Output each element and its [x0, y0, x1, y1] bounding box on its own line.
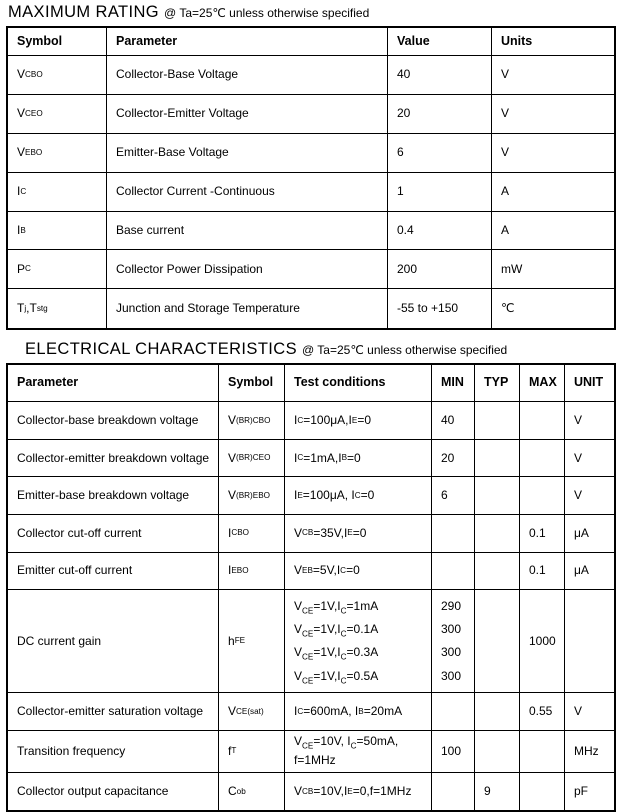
cell-units: mW: [501, 261, 523, 276]
cell-parameter: Collector Power Dissipation: [107, 250, 388, 288]
cell-parameter: Collector Current -Continuous: [107, 173, 388, 211]
cell-test-conditions: V CB =35V,I E =0: [285, 515, 432, 552]
column-header: Units: [501, 33, 533, 48]
table-row: [8, 250, 614, 289]
cell-parameter: Emitter cut-off current: [8, 553, 219, 590]
table-row: [8, 212, 614, 251]
cell-test-conditions: I C =600mA, I B =20mA: [285, 693, 432, 730]
cell-symbol: f T: [219, 731, 285, 772]
table-row: [8, 477, 614, 515]
column-header: Value: [388, 28, 492, 55]
cell-parameter: Collector-Emitter Voltage: [107, 95, 388, 133]
cell-symbol: V CEO: [8, 95, 107, 133]
column-header: Symbol: [219, 365, 285, 401]
cell-parameter: Collector-emitter saturation voltage: [8, 693, 219, 730]
cell-test-conditions: I C =1mA,I B =0: [285, 440, 432, 477]
max-rating-title: MAXIMUM RATING: [8, 3, 160, 21]
cell-min: 100: [432, 731, 475, 772]
cell-symbol: I C: [8, 173, 107, 211]
cell-typ: [475, 477, 520, 514]
header-row: [8, 365, 614, 402]
cell-test-conditions-line: $V_{CE}=1V,I_C=0.1A$: [294, 621, 379, 639]
electrical-heading: [25, 340, 619, 359]
cell-value: 40: [388, 56, 492, 94]
cell-test-conditions: [285, 731, 432, 772]
cell-test-conditions-line: $V_{CE}=1V,I_C=0.5A$: [294, 668, 379, 686]
column-header: Parameter: [8, 365, 219, 401]
cell-min-line: 290: [441, 598, 462, 613]
cell-typ: [475, 440, 520, 477]
cell-value: 0.4: [388, 212, 492, 250]
column-header: UNIT: [574, 375, 604, 390]
cell-min: [432, 590, 475, 692]
cell-parameter: Collector-base breakdown voltage: [8, 402, 219, 439]
cell-typ: [475, 553, 520, 590]
column-header: Parameter: [107, 28, 388, 55]
cell-max: [520, 440, 565, 477]
cell-units: V: [501, 106, 510, 121]
cell-parameter: DC current gain: [8, 590, 219, 692]
cell-unit: V: [574, 450, 583, 465]
table-row: [8, 731, 614, 773]
cell-test-conditions: [285, 590, 432, 692]
cell-min-line: 300: [441, 621, 462, 636]
table-row: [8, 173, 614, 212]
cell-symbol: V (BR)CEO: [219, 440, 285, 477]
cell-max: [520, 477, 565, 514]
table-row: [8, 553, 614, 591]
cell-value: 200: [388, 250, 492, 288]
header-row: [8, 28, 614, 56]
table-row: [8, 56, 614, 95]
cell-min: [432, 693, 475, 730]
cell-min: [432, 553, 475, 590]
cell-parameter: Base current: [107, 212, 388, 250]
cell-symbol: I EBO: [219, 553, 285, 590]
cell-symbol: V CE(sat): [219, 693, 285, 730]
column-header: MIN: [432, 365, 475, 401]
column-header: MAX: [520, 365, 565, 401]
cell-min: [432, 773, 475, 811]
cell-unit: pF: [574, 784, 589, 799]
cell-typ: [475, 731, 520, 772]
cell-parameter: Junction and Storage Temperature: [107, 289, 388, 328]
cell-symbol: V (BR)EBO: [219, 477, 285, 514]
cell-unit: [565, 590, 614, 692]
cell-value: 20: [388, 95, 492, 133]
cell-test-conditions-line: f=1MHz: [294, 753, 336, 768]
cell-value: 1: [388, 173, 492, 211]
cell-min: 6: [432, 477, 475, 514]
cell-unit: μA: [574, 525, 589, 540]
cell-test-conditions: V EB =5V,I C =0: [285, 553, 432, 590]
max-rating-heading: [8, 3, 619, 22]
table-row: [8, 95, 614, 134]
cell-parameter: Collector-Base Voltage: [107, 56, 388, 94]
cell-units: A: [501, 184, 510, 199]
cell-max: 0.1: [520, 515, 565, 552]
column-header: Test conditions: [285, 365, 432, 401]
cell-typ: [475, 402, 520, 439]
cell-units: ℃: [501, 301, 515, 316]
cell-typ: [475, 693, 520, 730]
cell-test-conditions: I E =100μA, I C =0: [285, 477, 432, 514]
electrical-subtitle: @ Ta=25℃ unless otherwise specified: [302, 343, 508, 358]
table-row: [8, 289, 614, 328]
cell-symbol: T j ,T stg: [8, 289, 107, 328]
cell-symbol: h FE: [219, 590, 285, 692]
cell-test-conditions: I C =100μA,I E =0: [285, 402, 432, 439]
column-header: Symbol: [8, 28, 107, 55]
cell-unit: V: [574, 704, 583, 718]
cell-parameter: Collector output capacitance: [8, 773, 219, 811]
cell-max: [520, 731, 565, 772]
table-row: [8, 590, 614, 693]
table-row: [8, 134, 614, 173]
electrical-characteristics-table: [6, 363, 616, 812]
cell-test-conditions-line: $V_{CE}=1V,I_C=0.3A$: [294, 645, 379, 662]
cell-units: A: [501, 223, 510, 237]
cell-units: V: [501, 67, 510, 82]
cell-max: [520, 773, 565, 811]
cell-parameter: Emitter-base breakdown voltage: [8, 477, 219, 514]
cell-value: -55 to +150: [388, 289, 492, 328]
cell-symbol: C ob: [219, 773, 285, 811]
cell-value: 6: [388, 134, 492, 172]
cell-typ: 9: [475, 773, 520, 811]
cell-max: 1000: [520, 590, 565, 692]
cell-parameter: Collector-emitter breakdown voltage: [8, 440, 219, 477]
cell-parameter: Collector cut-off current: [8, 515, 219, 552]
cell-symbol: V (BR)CBO: [219, 402, 285, 439]
cell-min-line: 300: [441, 645, 462, 660]
cell-min-line: 300: [441, 668, 462, 683]
max-rating-subtitle: @ Ta=25℃ unless otherwise specified: [164, 6, 370, 20]
cell-typ: [475, 590, 520, 692]
cell-min: [432, 515, 475, 552]
cell-unit: V: [574, 488, 583, 503]
cell-symbol: P C: [8, 250, 107, 288]
cell-units: V: [501, 145, 510, 160]
cell-symbol: I B: [8, 212, 107, 250]
table-row: [8, 693, 614, 731]
table-row: [8, 440, 614, 478]
cell-unit: MHz: [574, 743, 599, 758]
cell-test-conditions-line: $V_{CE}=10V$, $I_C=50mA$,: [294, 734, 399, 751]
table-row: [8, 402, 614, 440]
cell-max: 0.1: [520, 553, 565, 590]
cell-parameter: Transition frequency: [8, 731, 219, 772]
cell-min: 20: [432, 440, 475, 477]
cell-parameter: Emitter-Base Voltage: [107, 134, 388, 172]
cell-test-conditions: V CB =10V,I E =0,f=1MHz: [285, 773, 432, 811]
table-row: [8, 515, 614, 553]
cell-symbol: V EBO: [8, 134, 107, 172]
cell-unit: μA: [574, 563, 589, 578]
column-header: TYP: [475, 365, 520, 401]
cell-typ: [475, 515, 520, 552]
cell-test-conditions-line: $V_{CE}=1V,I_C=1mA$: [294, 598, 379, 615]
cell-min: 40: [432, 402, 475, 439]
electrical-title: ELECTRICAL CHARACTERISTICS: [25, 340, 297, 359]
cell-unit: V: [574, 413, 583, 428]
table-row: [8, 773, 614, 811]
cell-symbol: V CBO: [8, 56, 107, 94]
cell-symbol: I CBO: [219, 515, 285, 552]
max-rating-table: [6, 26, 616, 330]
cell-max: 0.55: [520, 693, 565, 730]
cell-max: [520, 402, 565, 439]
